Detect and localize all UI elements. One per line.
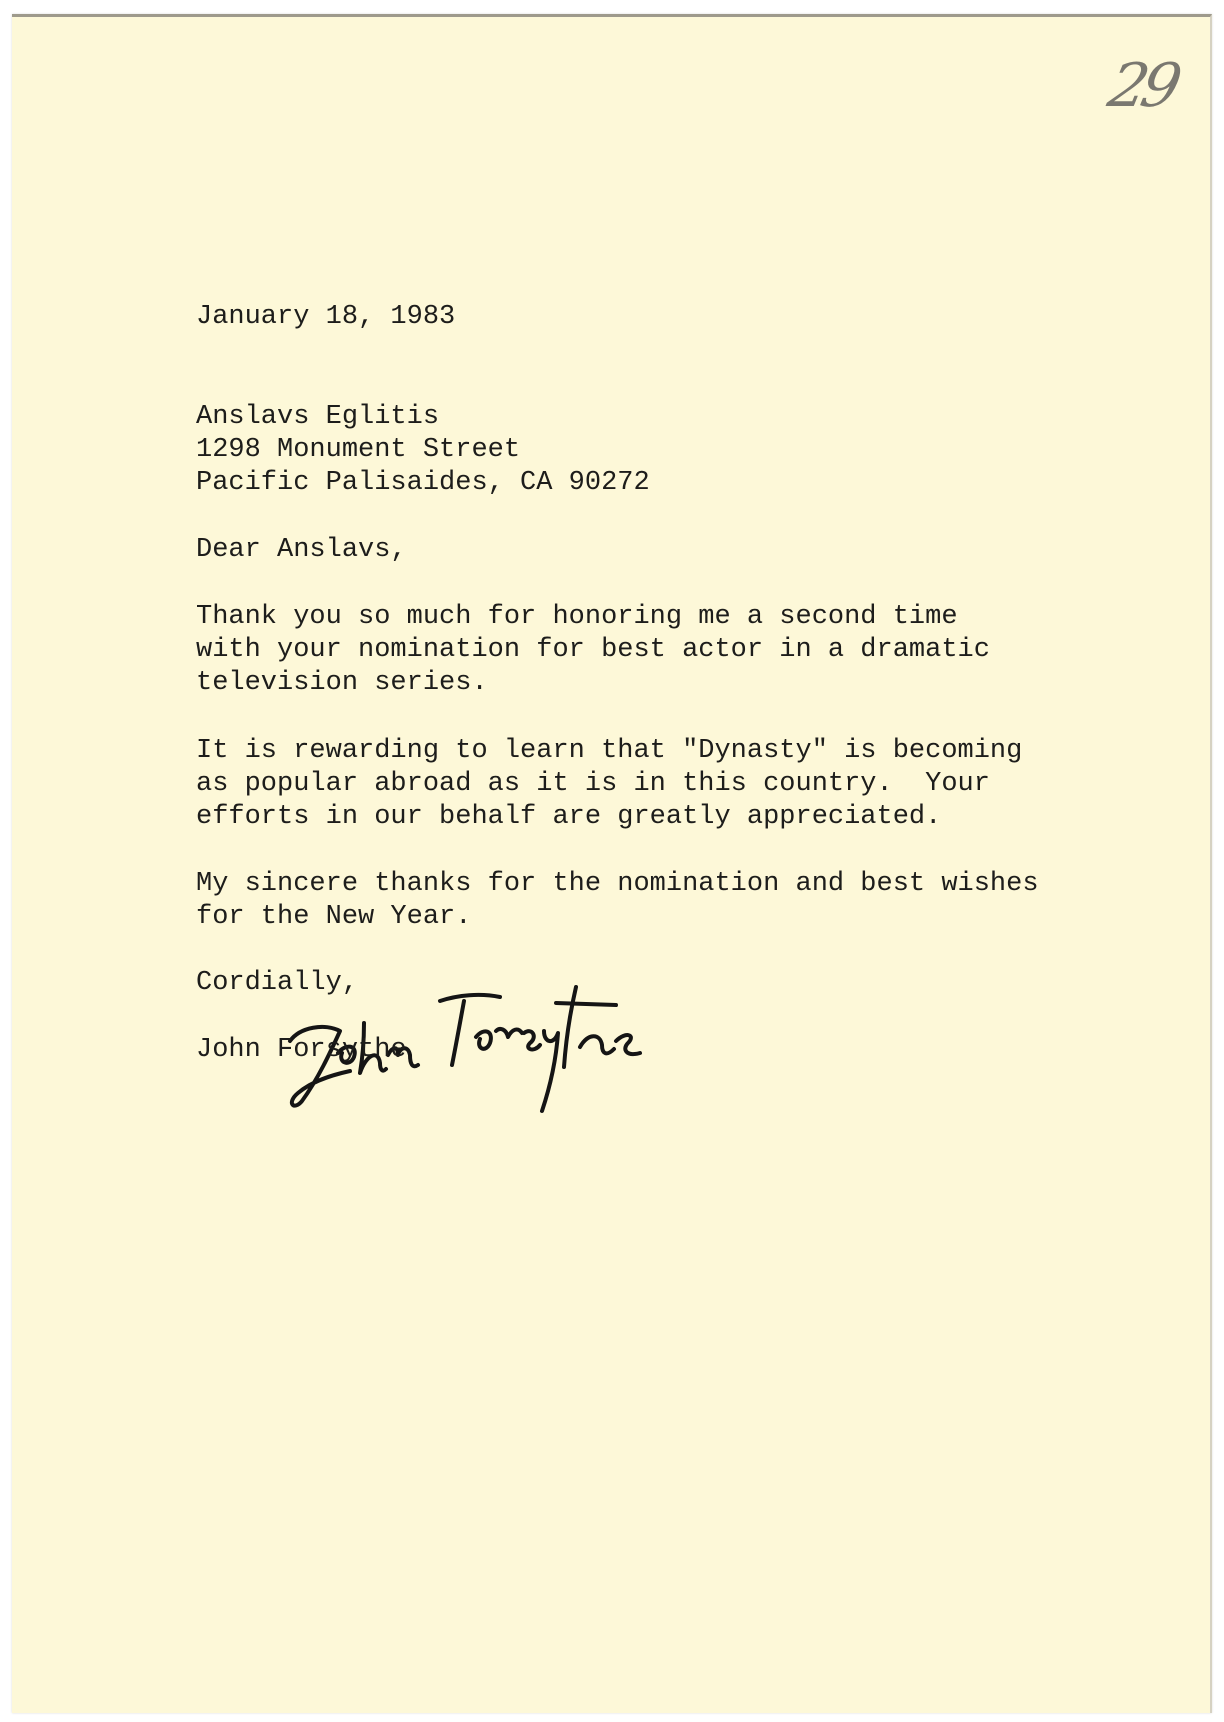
recipient-street: 1298 Monument Street — [196, 435, 521, 465]
closing: Cordially, — [196, 968, 359, 998]
paragraph-2: It is rewarding to learn that "Dynasty" is becoming as popular abroad as it is in this country. Your efforts in our behalf are greatly appreciated. — [196, 736, 1023, 832]
letter-date: January 18, 1983 — [196, 302, 456, 332]
recipient-city: Pacific Palisaides, CA 90272 — [196, 468, 650, 498]
paragraph-3: My sincere thanks for the nomination and best wishes for the New Year. — [196, 869, 1039, 932]
salutation: Dear Anslavs, — [196, 535, 407, 565]
letter-sheet — [12, 14, 1212, 1713]
handwritten-page-number: 29 — [1102, 51, 1182, 121]
recipient-name: Anslavs Eglitis — [196, 402, 440, 432]
signer-name: John Forsythe — [196, 1035, 407, 1065]
paragraph-1: Thank you so much for honoring me a second time with your nomination for best actor in a dramatic television series. — [196, 602, 990, 698]
